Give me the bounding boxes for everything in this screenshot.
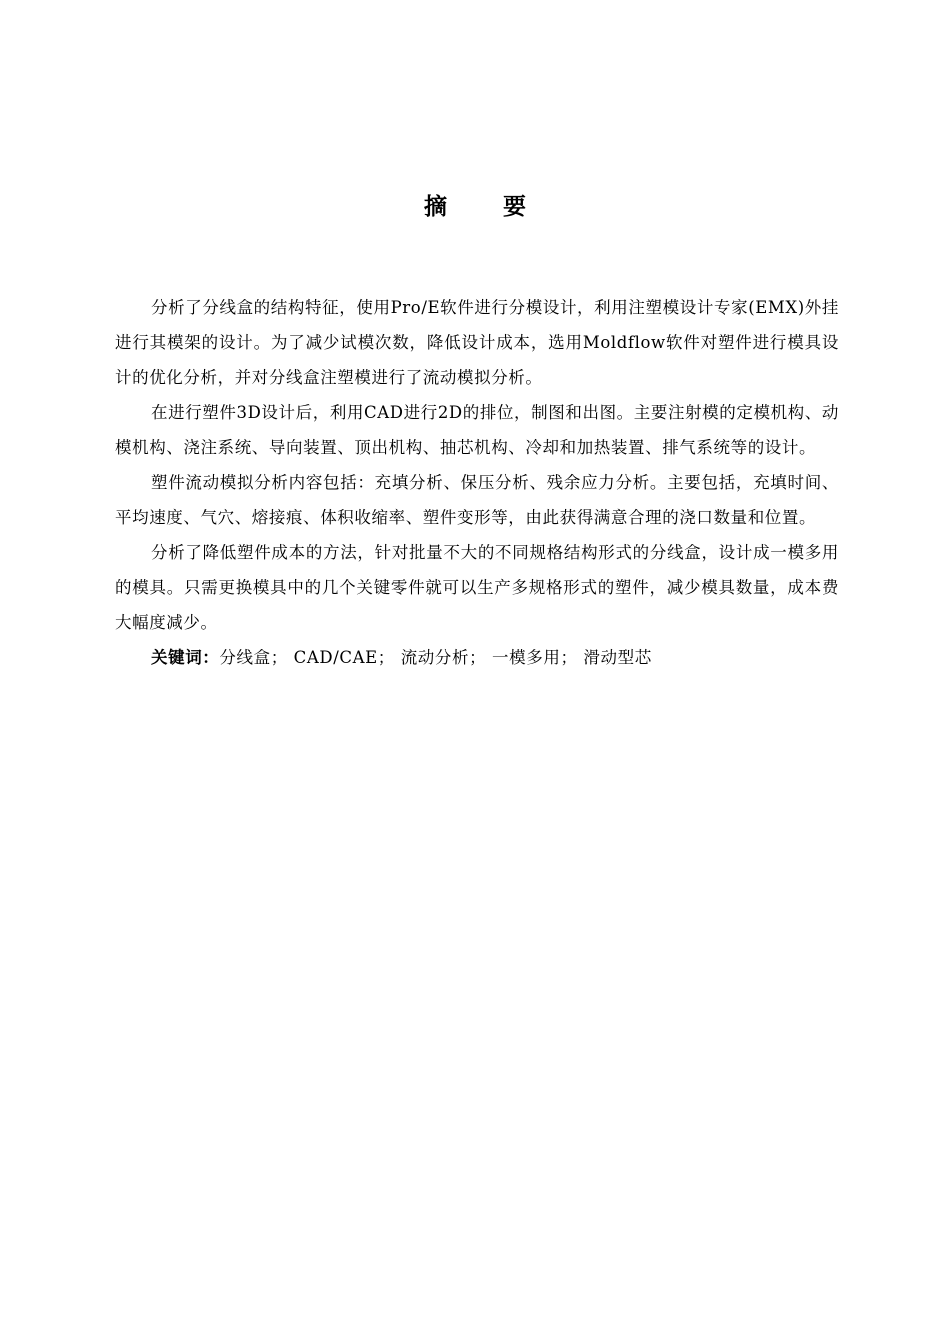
abstract-paragraph-3: 塑件流动模拟分析内容包括：充填分析、保压分析、残余应力分析。主要包括，充填时间、平均速度、气穴、熔接痕、体积收缩率、塑件变形等，由此获得满意合理的浇口数量和位置。: [115, 473, 839, 527]
abstract-title: 摘 要: [423, 194, 550, 220]
abstract-body: [115, 290, 839, 675]
abstract-paragraph-1: 分析了分线盒的结构特征，使用Pro/E软件进行分模设计，利用注塑模设计专家(EMX)外挂进行其模架的设计。为了减少试模次数，降低设计成本，选用Moldflow软件对塑件进行模具设计的优化分析，并对分线盒注塑模进行了流动模拟分析。: [115, 298, 839, 387]
keywords-line: [115, 640, 839, 675]
keywords-list: 分线盒； CAD/CAE； 流动分析； 一模多用； 滑动型芯: [219, 648, 652, 667]
abstract-paragraph-2: 在进行塑件3D设计后，利用CAD进行2D的排位，制图和出图。主要注射模的定模机构、动模机构、浇注系统、导向装置、顶出机构、抽芯机构、冷却和加热装置、排气系统等的设计。: [115, 403, 839, 457]
abstract-paragraph-4: 分析了降低塑件成本的方法，针对批量不大的不同规格结构形式的分线盒，设计成一模多用的模具。只需更换模具中的几个关键零件就可以生产多规格形式的塑件，减少模具数量，成本费大幅度减少。: [115, 543, 839, 632]
keywords-label: 关键词：: [151, 648, 220, 667]
